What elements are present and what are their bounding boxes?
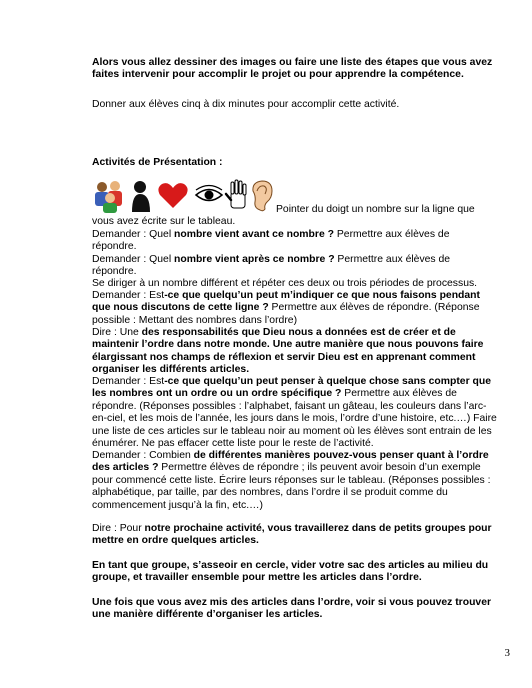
ask-after-paragraph: Demander : Quel nombre vient après ce nombre ? Permettre aux élèves de répondre. (92, 254, 451, 278)
section-title: Activités de Présentation : (92, 157, 223, 168)
direct-instruction: Se diriger à un nombre différent et répéter ces deux ou trois périodes de processus. (92, 278, 478, 289)
say-next-paragraph: Dire : Pour notre prochaine activité, vous travaillerez dans de petits groupes pour mettre en ordre quelques articles. (92, 523, 492, 547)
ask-order-paragraph: Demander : Est-ce que quelqu’un peut m’indiquer ce que nous faisons pendant que nous discutons de cette ligne ? Permettre aux élèves de répondre. (Réponse possible : Mettant des nombres dans l’ordre) (92, 290, 480, 326)
final-instruction: Une fois que vous avez mis des articles dans l’ordre, voir si vous pouvez trouver une manière différente d’organiser les articles. (92, 597, 492, 621)
time-instruction: Donner aux élèves cinq à dix minutes pour accomplir cette activité. (92, 99, 400, 110)
intro-paragraph: Alors vous allez dessiner des images ou faire une liste des étapes que vous avez faites intervenir pour accomplir le projet ou pour apprendre la compétence. (92, 57, 493, 81)
ask-before-paragraph: Demander : Quel nombre vient avant ce nombre ? Permettre aux élèves de répondre. (92, 229, 450, 253)
say-god-paragraph: Dire : Une des responsabilités que Dieu nous a données est de créer et de maintenir l’ordre dans notre monde. Une autre manière que nous pouvons faire élargissant nos champs de réflexion et servir Dieu est en apprenant comment organiser les différents articles. (92, 327, 484, 376)
ask-articles-paragraph: Demander : Est-ce que quelqu’un peut penser à quelque chose sans compter que les nombres ont un ordre ou un ordre spécifique ? Permettre aux élèves de répondre. (Réponses possibles : l’alphabet, faisant un gâteau, les couleurs dans l’arc- en-ciel, et les mois de l’année, les jours dans le mois, l’ordre d’une histoire, etc.…) Faire une liste de ces articles sur le tableau noir au moment où les élèves sont entrain de les énumérer. Ne pas effacer cette liste pour le reste de l’activité. (92, 376, 497, 450)
page-number: 3 (504, 647, 510, 659)
ask-ways-paragraph: Demander : Combien de différentes manières pouvez-vous penser quant à l’ordre des articles ? Permettre élèves de répondre ; ils peuvent avoir besoin d’un exemple pour commencé cette liste. Écrire leurs réponses sur le tableau. (Réponses possibles : alphabétique, par taille, par des nombres, dans l’ordre il se produit comme du commencement jusqu’à la fin, etc.…) (92, 450, 491, 511)
eye-icon (196, 186, 222, 201)
pointer-instruction: Pointer du doigt un nombre sur la ligne que vous avez écrite sur le tableau. (92, 204, 475, 228)
group-instruction: En tant que groupe, s’asseoir en cercle, vider votre sac des articles au milieu du groupe, et travailler ensemble pour mettre les articles dans l’ordre. (92, 560, 489, 584)
